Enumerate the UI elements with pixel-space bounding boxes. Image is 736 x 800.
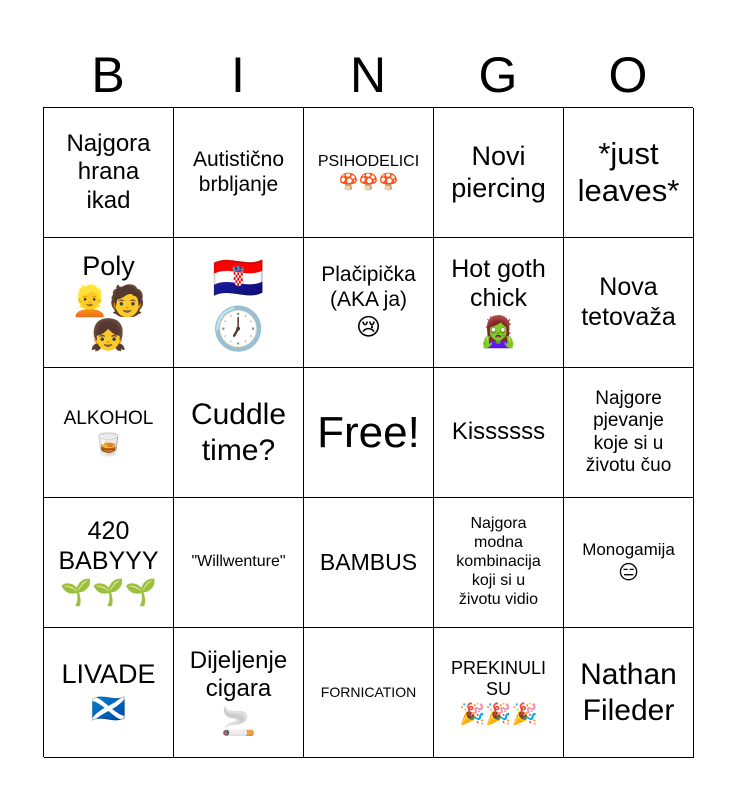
cell-text: 420 BABYYY bbox=[58, 517, 159, 575]
bingo-board bbox=[43, 107, 693, 757]
expressionless-face-icon: 😑 bbox=[618, 562, 639, 585]
cell-text: Najgora modna kombinacija koji si u životu vidio bbox=[456, 515, 541, 608]
bingo-cell[interactable] bbox=[564, 238, 694, 368]
bingo-cell[interactable] bbox=[44, 108, 174, 238]
cell-text: Plačipička (AKA ja) bbox=[321, 262, 416, 311]
cell-text: Kissssss bbox=[451, 418, 546, 446]
cell-text: BAMBUS bbox=[319, 548, 418, 575]
zombie-icon: 🧟‍♀️ bbox=[479, 315, 518, 349]
header-letter-n: N bbox=[349, 47, 387, 103]
bingo-cell[interactable] bbox=[174, 498, 304, 628]
party-popper-icon: 🎉🎉🎉 bbox=[459, 702, 538, 726]
bingo-cell[interactable] bbox=[304, 628, 434, 758]
cell-text: FORNICATION bbox=[320, 684, 417, 701]
bingo-cell[interactable] bbox=[434, 108, 564, 238]
cell-text: Hot goth chick bbox=[451, 254, 546, 313]
bingo-cell[interactable] bbox=[564, 368, 694, 498]
bingo-cell[interactable] bbox=[174, 628, 304, 758]
bingo-cell[interactable] bbox=[434, 628, 564, 758]
bingo-cell[interactable] bbox=[44, 498, 174, 628]
people-icon: 👱🧑 👧 bbox=[71, 284, 146, 353]
header-letter-o: O bbox=[608, 47, 648, 103]
bingo-cell[interactable] bbox=[304, 238, 434, 368]
bingo-cell[interactable] bbox=[564, 498, 694, 628]
bingo-cell[interactable] bbox=[434, 368, 564, 498]
cell-text: Dijeljenje cigara bbox=[189, 647, 288, 703]
bingo-cell[interactable] bbox=[174, 238, 304, 368]
bingo-cell[interactable] bbox=[44, 368, 174, 498]
bingo-cell[interactable] bbox=[174, 368, 304, 498]
cell-text: *just leaves* bbox=[577, 135, 680, 208]
cell-text: ALKOHOL bbox=[63, 407, 154, 429]
bingo-cell[interactable] bbox=[304, 108, 434, 238]
cell-text: PSIHODELICI bbox=[317, 152, 420, 170]
bingo-cell[interactable] bbox=[44, 238, 174, 368]
bingo-header bbox=[43, 44, 693, 106]
bingo-cell[interactable] bbox=[564, 628, 694, 758]
cell-text: Autistično brbljanje bbox=[192, 147, 285, 196]
cell-text: Nova tetovaža bbox=[581, 273, 676, 331]
bingo-cell[interactable] bbox=[44, 628, 174, 758]
bingo-cell[interactable] bbox=[174, 108, 304, 238]
bingo-cell[interactable] bbox=[434, 238, 564, 368]
bingo-cell[interactable] bbox=[564, 108, 694, 238]
bingo-cell-free[interactable] bbox=[304, 368, 434, 498]
bingo-cell[interactable] bbox=[434, 498, 564, 628]
bingo-cell[interactable] bbox=[304, 498, 434, 628]
cigarette-icon: 🚬 bbox=[221, 705, 256, 737]
seedling-icon: 🌱🌱🌱 bbox=[59, 577, 158, 608]
cell-text: Novi piercing bbox=[451, 140, 546, 203]
tumbler-glass-icon: 🥃 bbox=[94, 432, 123, 458]
cell-text: LIVADE bbox=[61, 659, 156, 690]
header-letter-g: G bbox=[478, 47, 518, 103]
cell-text: "Willwenture" bbox=[191, 553, 286, 571]
cell-text: Poly bbox=[82, 251, 135, 282]
cell-text: Najgora hrana ikad bbox=[66, 130, 151, 214]
header-letter-b: B bbox=[91, 47, 125, 103]
cell-text: Free! bbox=[317, 407, 420, 457]
crying-face-icon: 😢 bbox=[355, 314, 382, 342]
mushroom-icon: 🍄🍄🍄 bbox=[338, 173, 399, 191]
cell-text: Najgore pjevanje koje si u životu čuo bbox=[585, 387, 672, 476]
scotland-flag-icon: 🏴󠁧󠁢󠁳󠁣󠁴󠁿 bbox=[91, 693, 126, 725]
cell-text: Cuddle time? bbox=[190, 398, 287, 467]
cell-text: PREKINULI SU bbox=[450, 658, 547, 700]
cell-text: Monogamija bbox=[582, 539, 675, 559]
flag-clock-icon: 🇭🇷 🕖 bbox=[212, 254, 265, 352]
header-letter-i: I bbox=[231, 47, 245, 103]
cell-text: Nathan Fileder bbox=[580, 658, 677, 727]
